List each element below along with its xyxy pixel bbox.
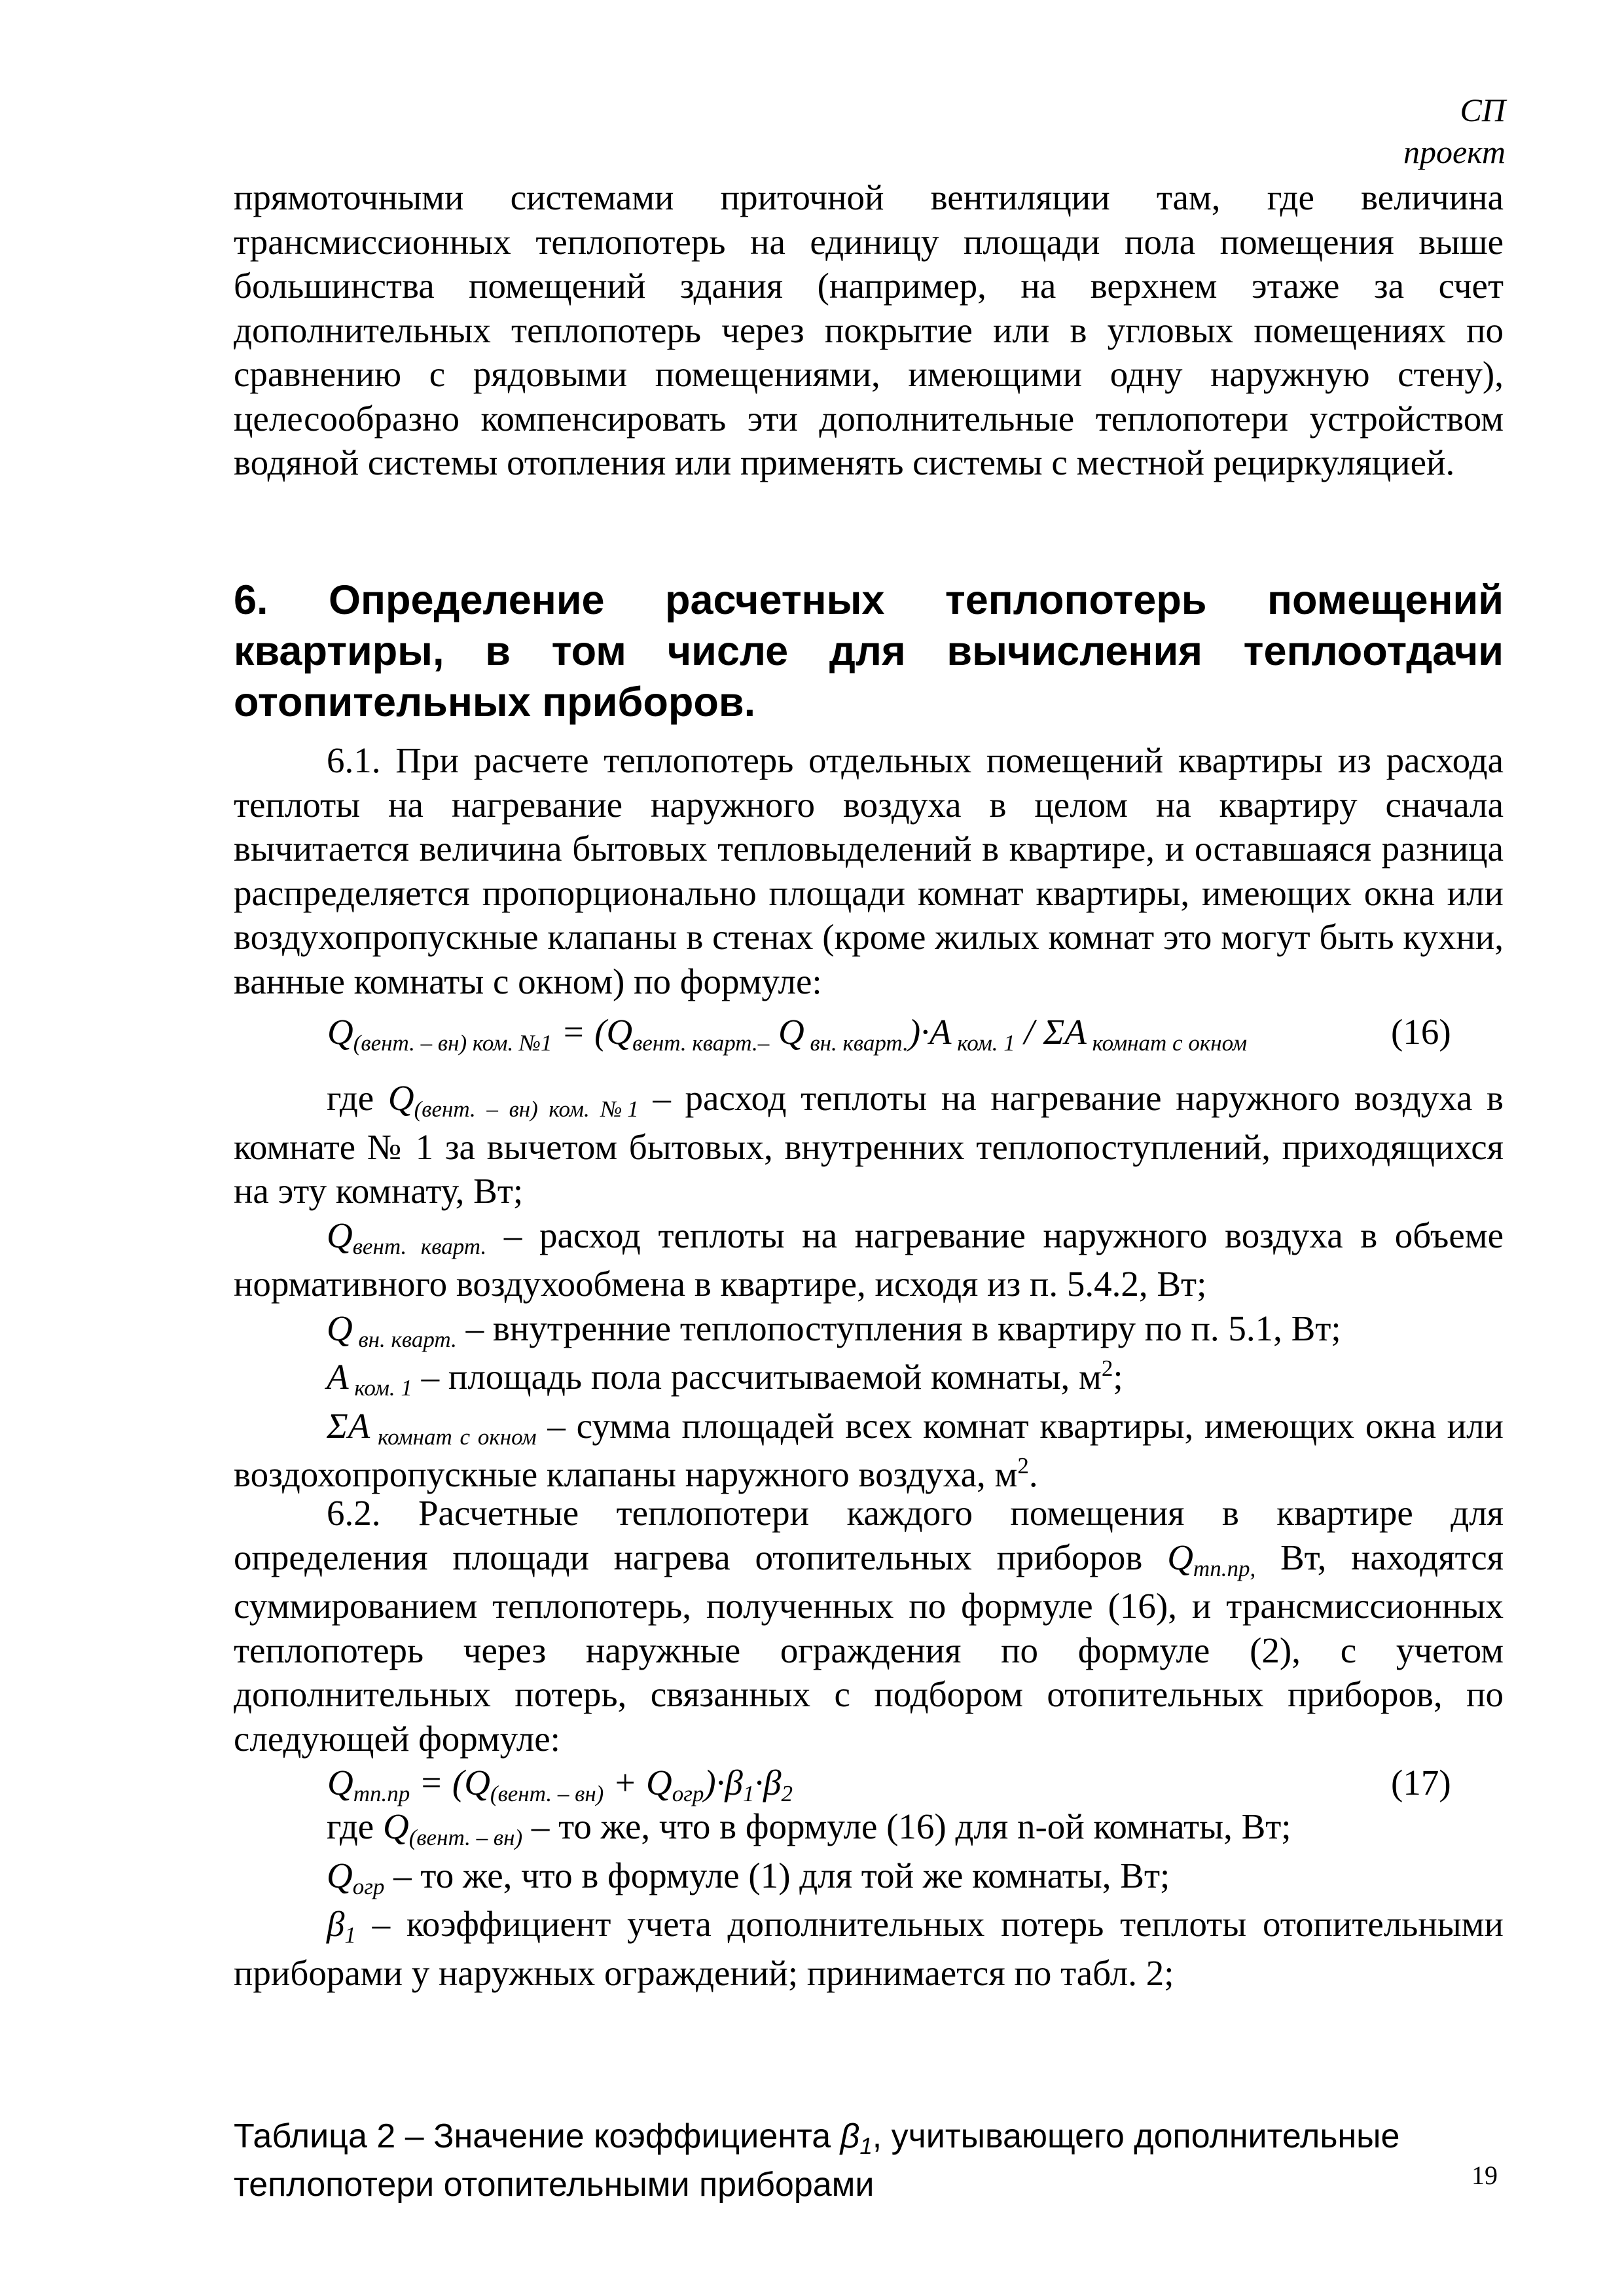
page-number: 19 [1471,2161,1498,2190]
header-status: проект [1403,134,1506,170]
formula-16-definitions: где Q(вент. – вн) ком. №1 – расход теплоты на нагревание наружного воздуха в комнате № 1 за вычетом бытовых, внутренних теплопоступлений, приходящихся на эту комнату, Вт; Qвент. кварт. – расход теплоты на нагревание наружного воздуха в объеме нормативного воздухообмена в квартире, исходя из п. 5.4.2, Вт; Q вн. кварт. – внутренние теплопоступления в квартиру по п. 5.1, Вт; A ком. 1 – площадь пола рассчитываемой комнаты, $м^2$; ΣA комнат с окном – сумма площадей всех комнат квартиры, имеющих окна или воздохопропускные клапаны наружного воздуха, $м^2$. [234,1078,1504,1494]
table-2-caption: Таблица 2 – Значение коэффициента β1, учитывающего дополнительные теплопотери отопительными приборами [234,2117,1400,2204]
formula-16-number: (16) [1391,1012,1451,1052]
formula-17-definitions: где Q(вент. – вн) – то же, что в формуле (16) для n-ой комнаты, Вт; Qогр – то же, что в формуле (1) для той же комнаты, Вт; β1 – коэффициент учета дополнительных потерь теплоты отопительными приборами у наружных ограждений; принимается по табл. 2; [234,1806,1504,1993]
formula-17-number: (17) [1391,1763,1451,1803]
section-6-heading: 6. Определение расчетных теплопотерь помещений квартиры, в том числе для вычисления теплоотдачи отопительных приборов. [234,577,1504,725]
paragraph-6-1: 6.1. При расчете теплопотерь отдельных помещений квартиры из расхода теплоты на нагревание наружного воздуха в целом на квартиру сначала вычитается величина бытовых тепловыделений в квартире, и оставшаяся разница распределяется пропорционально площади комнат квартиры, имеющих окна или воздухопропускные клапаны в стенах (кроме жилых комнат это могут быть кухни, ванные комнаты с окном) по формуле: [234,740,1504,1001]
formula-16: Q(вент. – вн) ком. №1 = (Qвент. кварт.– Q вн. кварт.)·A ком. 1 / ΣA комнат с окном [327,1012,1248,1056]
document-header [1403,89,1506,173]
header-code: СП [1460,92,1506,128]
paragraph-6-2: 6.2. Расчетные теплопотери каждого помещения в квартире для определения площади нагрева отопительных приборов Qтп.пр, Вт, находятся суммированием теплопотерь, полученных по формуле (16), и трансмиссионных теплопотерь через наружные ограждения по формуле (2), с учетом дополнительных потерь, связанных с подбором отопительных приборов, по следующей формуле: [234,1493,1504,1759]
intro-paragraph: прямоточными системами приточной вентиляции там, где величина трансмиссионных теплопотерь на единицу площади пола помещения выше большинства помещений здания (например, на верхнем этаже за счет дополнительных теплопотерь через покрытие или в угловых помещениях по сравнению с рядовыми помещениями, имеющими одну наружную стену), целесообразно компенсировать эти дополнительные теплопотери устройством водяной системы отопления или применять системы с местной рециркуляцией. [234,177,1504,482]
formula-17: Qтп.пр = (Q(вент. – вн) + Qогр)·β1·β2 [327,1763,793,1806]
